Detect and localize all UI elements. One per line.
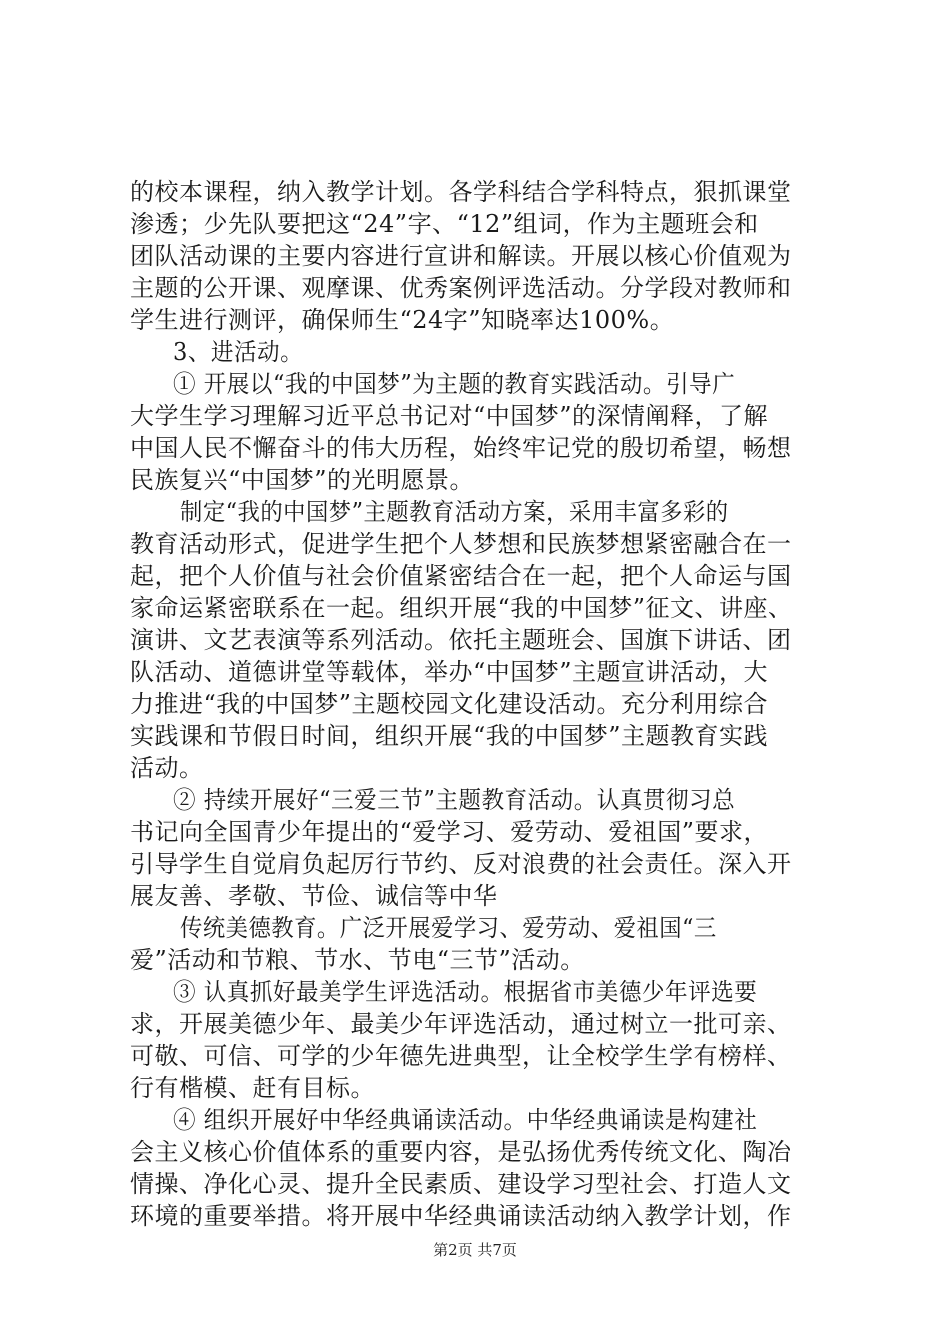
text-line: 制定“我的中国梦”主题教育活动方案，采用丰富多彩的	[180, 498, 729, 526]
text-line: 实践课和节假日时间，组织开展“我的中国梦”主题教育实践	[130, 722, 769, 750]
text-line: 民族复兴“中国梦”的光明愿景。	[130, 466, 475, 494]
text-line: 行有楷模、赶有目标。	[130, 1074, 375, 1102]
text-line: 环境的重要举措。将开展中华经典诵读活动纳入教学计划，作	[130, 1202, 792, 1230]
text-line: 力推进“我的中国梦”主题校园文化建设活动。充分利用综合	[130, 690, 769, 718]
text-line: 求，开展美德少年、最美少年评选活动，通过树立一批可亲、	[130, 1010, 792, 1038]
text-line: 队活动、道德讲堂等载体，举办“中国梦”主题宣讲活动，大	[130, 658, 769, 686]
text-line: 渗透；少先队要把这“24”字、“12”组词，作为主题班会和	[130, 210, 759, 238]
text-line: ③ 认真抓好最美学生评选活动。根据省市美德少年评选要	[173, 978, 758, 1006]
text-line: 主题的公开课、观摩课、优秀案例评选活动。分学段对教师和	[130, 274, 792, 302]
text-line: 情操、净化心灵、提升全民素质、建设学习型社会、打造人文	[130, 1170, 792, 1198]
text-line: 引导学生自觉肩负起厉行节约、反对浪费的社会责任。深入开	[130, 850, 792, 878]
text-line: 演讲、文艺表演等系列活动。依托主题班会、国旗下讲话、团	[130, 626, 792, 654]
text-line: ④ 组织开展好中华经典诵读活动。中华经典诵读是构建社	[173, 1106, 758, 1134]
text-line: 教育活动形式，促进学生把个人梦想和民族梦想紧密融合在一	[130, 530, 792, 558]
text-line: 的校本课程，纳入教学计划。各学科结合学科特点，狠抓课堂	[130, 178, 792, 206]
text-line: 可敬、可信、可学的少年德先进典型，让全校学生学有榜样、	[130, 1042, 792, 1070]
text-line: ① 开展以“我的中国梦”为主题的教育实践活动。引导广	[173, 370, 736, 398]
section-heading: 3、进活动。	[173, 338, 304, 366]
text-line: 团队活动课的主要内容进行宣讲和解读。开展以核心价值观为	[130, 242, 792, 270]
text-line: 书记向全国青少年提出的“爱学习、爱劳动、爱祖国”要求，	[130, 818, 769, 846]
text-line: 中国人民不懈奋斗的伟大历程，始终牢记党的殷切希望，畅想	[130, 434, 792, 462]
text-line: 传统美德教育。广泛开展爱学习、爱劳动、爱祖国“三	[180, 914, 717, 942]
text-line: 学生进行测评，确保师生“24字”知晓率达100%。	[130, 306, 675, 334]
text-line: 展友善、孝敬、节俭、诚信等中华	[130, 882, 498, 910]
text-line: 家命运紧密联系在一起。组织开展“我的中国梦”征文、讲座、	[130, 594, 793, 622]
text-line: 爱”活动和节粮、节水、节电“三节”活动。	[130, 946, 585, 974]
text-line: 大学生学习理解习近平总书记对“中国梦”的深情阐释，了解	[130, 402, 769, 430]
text-line: 活动。	[130, 754, 204, 782]
text-line: ② 持续开展好“三爱三节”主题教育活动。认真贯彻习总	[173, 786, 736, 814]
text-line: 会主义核心价值体系的重要内容，是弘扬优秀传统文化、陶冶	[130, 1138, 792, 1166]
text-line: 起，把个人价值与社会价值紧密结合在一起，把个人命运与国	[130, 562, 792, 590]
page-footer: 第2页 共7页	[433, 1241, 517, 1259]
